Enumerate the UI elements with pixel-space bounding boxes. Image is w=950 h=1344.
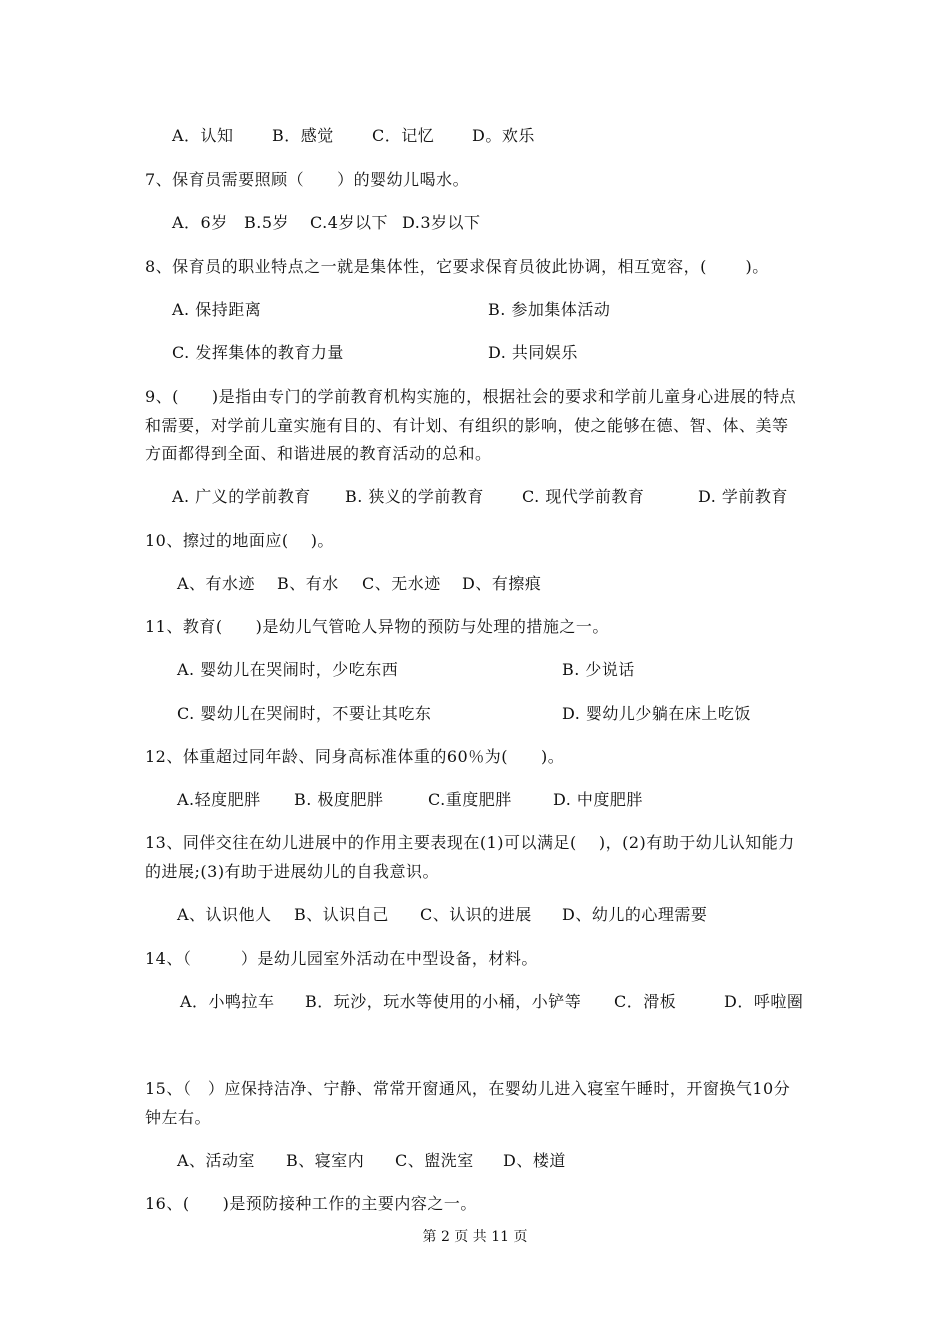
q10-option-b: B、有水 xyxy=(277,574,339,593)
q11-option-a: A. 婴幼儿在哭闹时，少吃东西 xyxy=(177,660,399,679)
q11-stem: 11、教育( )是幼儿气管呛人异物的预防与处理的措施之一。 xyxy=(145,617,609,636)
q13-option-a: A、认识他人 xyxy=(177,905,272,924)
q10-option-d: D、有擦痕 xyxy=(462,574,542,593)
q9-line-3: 方面都得到全面、和谐进展的教育活动的总和。 xyxy=(145,444,492,463)
q13-option-b: B、认识自己 xyxy=(294,905,389,924)
q10-option-c: C、无水迹 xyxy=(362,574,441,593)
q15-option-d: D、楼道 xyxy=(503,1151,566,1170)
q14-option-d: D．呼啦圈 xyxy=(724,992,804,1011)
q15-option-c: C、盥洗室 xyxy=(395,1151,474,1170)
q11-option-c: C. 婴幼儿在哭闹时，不要让其吃东 xyxy=(177,704,432,723)
q7-option-d: D.3岁以下 xyxy=(402,213,481,232)
q8-option-d: D. 共同娱乐 xyxy=(488,343,578,362)
q15-option-a: A、活动室 xyxy=(177,1151,256,1170)
q16-stem: 16、( )是预防接种工作的主要内容之一。 xyxy=(145,1194,477,1213)
q8-option-b: B. 参加集体活动 xyxy=(488,300,611,319)
q7-option-b: B.5岁 xyxy=(244,213,290,232)
q10-option-a: A、有水迹 xyxy=(177,574,256,593)
q14-stem: 14、（ ）是幼儿园室外活动在中型设备，材料。 xyxy=(145,949,538,968)
q9-option-d: D. 学前教育 xyxy=(698,487,788,506)
q7-option-a: A．6岁 xyxy=(172,213,228,232)
q13-line-1: 13、同伴交往在幼儿进展中的作用主要表现在(1)可以满足( )，(2)有助于幼儿认知能力 xyxy=(145,833,795,852)
q12-option-a: A.轻度肥胖 xyxy=(177,790,261,809)
q12-option-c: C.重度肥胖 xyxy=(428,790,512,809)
q14-option-a: A．小鸭拉车 xyxy=(180,992,275,1011)
q15-line-2: 钟左右。 xyxy=(145,1108,212,1127)
q12-stem: 12、体重超过同年龄、同身高标准体重的60％为( )。 xyxy=(145,747,565,766)
q6-option-b: B．感觉 xyxy=(272,126,334,145)
q6-option-a: A．认知 xyxy=(172,126,234,145)
q7-option-c: C.4岁以下 xyxy=(310,213,388,232)
q9-line-2: 和需要，对学前儿童实施有目的、有计划、有组织的影响，使之能够在德、智、体、美等 xyxy=(145,416,789,435)
q12-option-b: B. 极度肥胖 xyxy=(294,790,384,809)
q14-option-c: C．滑板 xyxy=(614,992,677,1011)
q14-option-b: B．玩沙，玩水等使用的小桶，小铲等 xyxy=(305,992,582,1011)
q9-option-b: B. 狭义的学前教育 xyxy=(345,487,484,506)
q9-line-1: 9、( )是指由专门的学前教育机构实施的，根据社会的要求和学前儿童身心进展的特点 xyxy=(145,387,797,406)
q9-option-c: C. 现代学前教育 xyxy=(522,487,645,506)
q8-option-a: A. 保持距离 xyxy=(172,300,262,319)
q8-stem: 8、保育员的职业特点之一就是集体性，它要求保育员彼此协调，相互宽容，( )。 xyxy=(145,257,769,276)
q12-option-d: D. 中度肥胖 xyxy=(553,790,643,809)
q13-option-c: C、认识的进展 xyxy=(420,905,532,924)
q8-option-c: C. 发挥集体的教育力量 xyxy=(172,343,344,362)
q11-option-d: D. 婴幼儿少躺在床上吃饭 xyxy=(562,704,751,723)
q15-option-b: B、寝室内 xyxy=(286,1151,365,1170)
q13-line-2: 的进展;(3)有助于进展幼儿的自我意识。 xyxy=(145,862,440,881)
q10-stem: 10、擦过的地面应( )。 xyxy=(145,531,334,550)
q13-option-d: D、幼儿的心理需要 xyxy=(562,905,708,924)
q7-stem: 7、保育员需要照顾（ ）的婴幼儿喝水。 xyxy=(145,170,470,189)
q15-line-1: 15、（ ）应保持洁净、宁静、常常开窗通风，在婴幼儿进入寝室午睡时，开窗换气10分 xyxy=(145,1079,791,1098)
q6-option-c: C．记忆 xyxy=(372,126,435,145)
q11-option-b: B. 少说话 xyxy=(562,660,635,679)
q9-option-a: A. 广义的学前教育 xyxy=(172,487,311,506)
page-footer: 第 2 页 共 11 页 xyxy=(422,1229,528,1245)
q6-option-d: D。欢乐 xyxy=(472,126,535,145)
